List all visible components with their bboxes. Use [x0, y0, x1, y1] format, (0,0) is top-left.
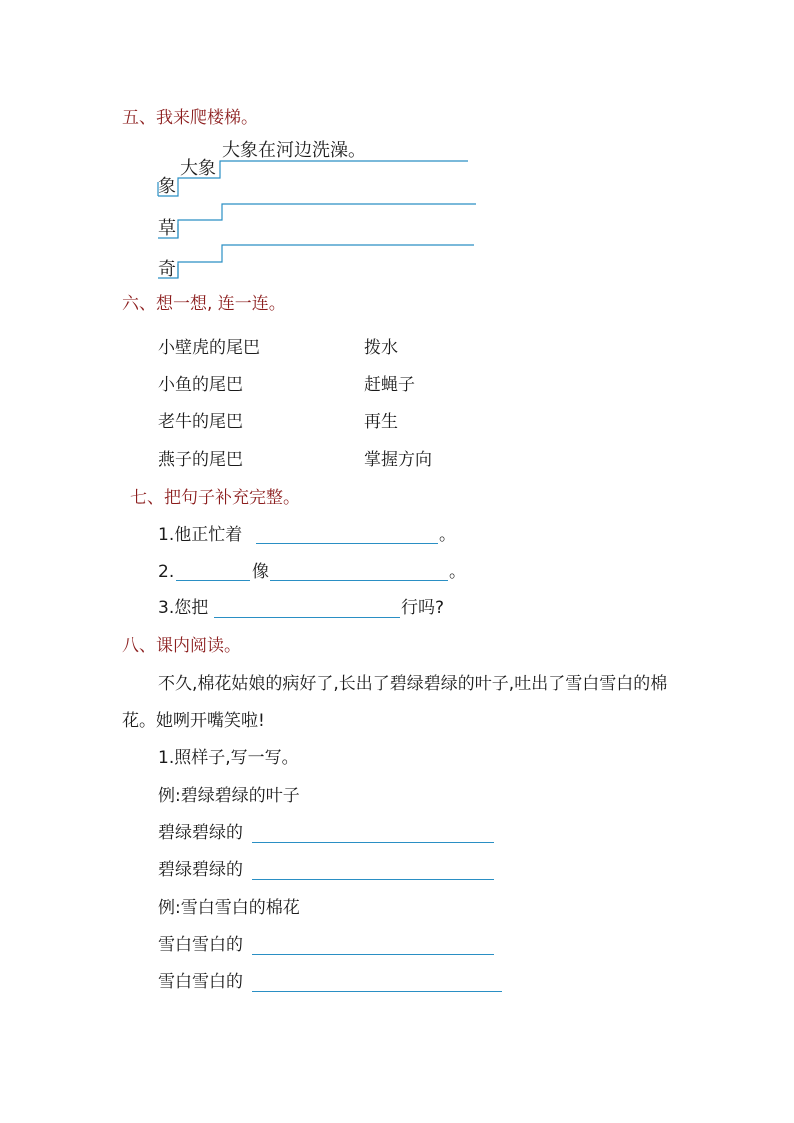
stair-char-1: 象: [158, 176, 176, 197]
match-left-4: 燕子的尾巴: [158, 450, 243, 470]
section-7-heading: 七、把句子补充完整。: [130, 488, 300, 508]
stair-3-line: [158, 245, 474, 278]
q3-prefix: 3.您把: [158, 598, 209, 618]
stem-2a: 雪白雪白的: [158, 935, 243, 955]
q3-blank[interactable]: [214, 617, 400, 618]
example-2: 例:雪白雪白的棉花: [158, 898, 300, 918]
passage-line-1: 不久,棉花姑娘的病好了,长出了碧绿碧绿的叶子,吐出了雪白雪白的棉: [158, 674, 668, 694]
q2-prefix: 2.: [158, 562, 175, 582]
q3-suffix: 行吗?: [401, 598, 445, 618]
example-word: 大象: [180, 158, 216, 179]
stem-2b-blank[interactable]: [252, 991, 502, 992]
q2-blank-2[interactable]: [270, 580, 448, 581]
q1-suffix: 。: [439, 525, 456, 545]
stem-2b: 雪白雪白的: [158, 972, 243, 992]
stem-1a: 碧绿碧绿的: [158, 823, 243, 843]
example-sentence: 大象在河边洗澡。: [222, 140, 366, 161]
q2-mid: 像: [252, 562, 269, 582]
q2-blank-1[interactable]: [176, 580, 250, 581]
q1-blank[interactable]: [256, 543, 438, 544]
section-6-heading: 六、想一想, 连一连。: [122, 294, 286, 314]
match-left-1: 小壁虎的尾巴: [158, 338, 260, 358]
stair-lines: [0, 0, 794, 300]
q1-prefix: 1.他正忙着: [158, 525, 243, 545]
task-instruction: 1.照样子,写一写。: [158, 748, 299, 768]
section-8-heading: 八、课内阅读。: [122, 636, 241, 656]
stair-2-line: [158, 204, 476, 238]
stair-char-2: 草: [158, 218, 176, 239]
example-1: 例:碧绿碧绿的叶子: [158, 786, 300, 806]
passage-line-2: 花。她咧开嘴笑啦!: [122, 711, 265, 731]
match-right-1: 拨水: [364, 338, 398, 358]
stair-char-3: 奇: [158, 259, 176, 280]
match-left-3: 老牛的尾巴: [158, 412, 243, 432]
section-5-heading: 五、我来爬楼梯。: [122, 108, 258, 128]
match-right-4: 掌握方向: [364, 450, 432, 470]
match-right-2: 赶蝇子: [364, 375, 415, 395]
stem-1a-blank[interactable]: [252, 842, 494, 843]
match-right-3: 再生: [364, 412, 398, 432]
stem-1b-blank[interactable]: [252, 879, 494, 880]
stem-2a-blank[interactable]: [252, 954, 494, 955]
q2-suffix: 。: [449, 562, 466, 582]
match-left-2: 小鱼的尾巴: [158, 375, 243, 395]
stem-1b: 碧绿碧绿的: [158, 860, 243, 880]
